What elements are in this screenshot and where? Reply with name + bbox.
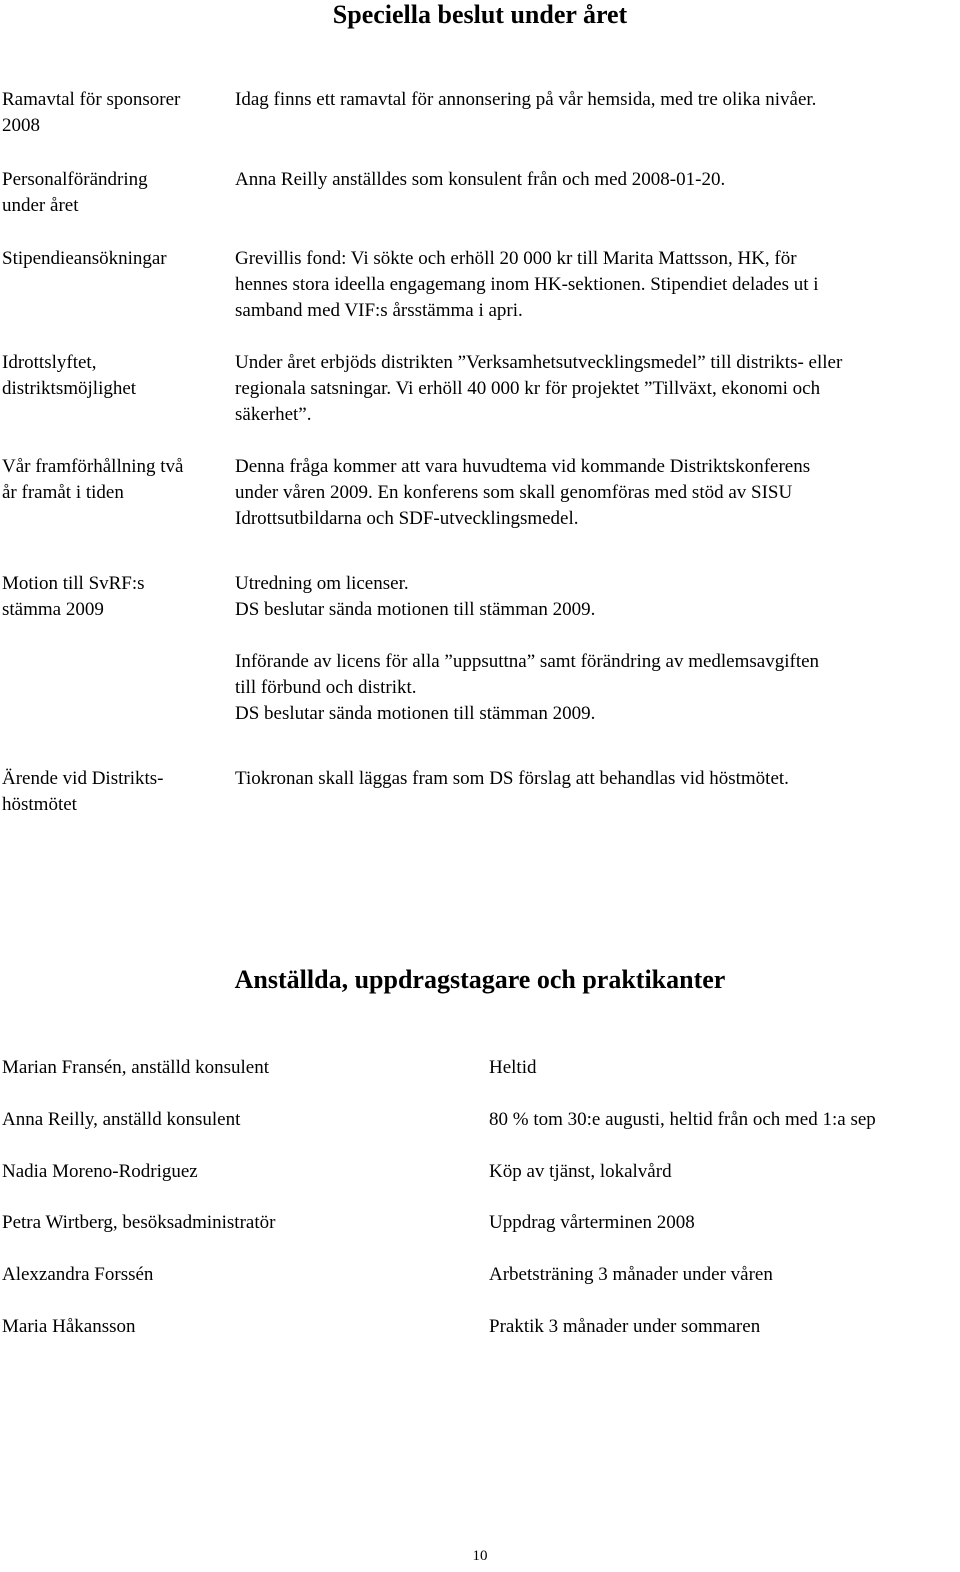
decision-text: Under året erbjöds distrikten ”Verksamhetsutvecklingsmedel” till distrikts- eller regionala satsningar. Vi erhöll 40 000 kr för projektet ”Tillväxt, ekonomi och säkerhet”. [235,352,843,425]
staff-name: Alexzandra Forssén [2,1264,154,1285]
decision-text: Anna Reilly anställdes som konsulent från och med 2008-01-20. [235,169,726,190]
staff-name: Petra Wirtberg, besöksadministratör [2,1212,276,1233]
staff-name: Anna Reilly, anställd konsulent [2,1109,241,1130]
decision-text: Införande av licens för alla ”uppsuttna” samt förändring av medlemsavgiften till förbund och distrikt. DS beslutar sända motionen till stämman 2009. [235,651,820,724]
page-number: 10 [472,1548,488,1564]
decision-label: Motion till SvRF:s stämma 2009 [2,573,145,620]
staff-terms: 80 % tom 30:e augusti, heltid från och med 1:a sep [489,1109,876,1130]
decision-text: Tiokronan skall läggas fram som DS förslag att behandlas vid höstmötet. [235,768,789,789]
staff-terms: Praktik 3 månader under sommaren [489,1316,761,1337]
decision-label: Stipendieansökningar [2,248,167,269]
section-title-staff: Anställda, uppdragstagare och praktikanter [234,965,726,994]
decision-text: Denna fråga kommer att vara huvudtema vid kommande Distriktskonferens under våren 2009. En konferens som skall genomföras med stöd av SISU Idrottsutbildarna och SDF-utvecklingsmedel. [235,456,811,529]
decision-label: Ärende vid Distrikts- höstmötet [2,768,164,815]
decision-label: Ramavtal för sponsorer 2008 [2,89,181,136]
decision-label: Personalförändring under året [2,169,148,216]
decision-label: Vår framförhållning två år framåt i tiden [2,456,184,503]
staff-terms: Uppdrag vårterminen 2008 [489,1212,695,1233]
decision-text: Utredning om licenser. DS beslutar sända motionen till stämman 2009. [235,573,596,620]
section-title-special-decisions: Speciella beslut under året [332,0,628,29]
staff-name: Maria Håkansson [2,1316,136,1337]
staff-terms: Heltid [489,1057,537,1078]
staff-terms: Köp av tjänst, lokalvård [489,1161,672,1182]
decision-text: Grevillis fond: Vi sökte och erhöll 20 000 kr till Marita Mattsson, HK, för hennes stora ideella engagemang inom HK-sektionen. Stipendiet delades ut i samband med VIF:s årsstämma i apri. [235,248,819,321]
staff-name: Marian Fransén, anställd konsulent [2,1057,270,1078]
decision-label: Idrottslyftet, distriktsmöjlighet [2,352,137,399]
staff-name: Nadia Moreno-Rodriguez [2,1161,198,1182]
decision-text: Idag finns ett ramavtal för annonsering på vår hemsida, med tre olika nivåer. [235,89,817,110]
staff-terms: Arbetsträning 3 månader under våren [489,1264,773,1285]
